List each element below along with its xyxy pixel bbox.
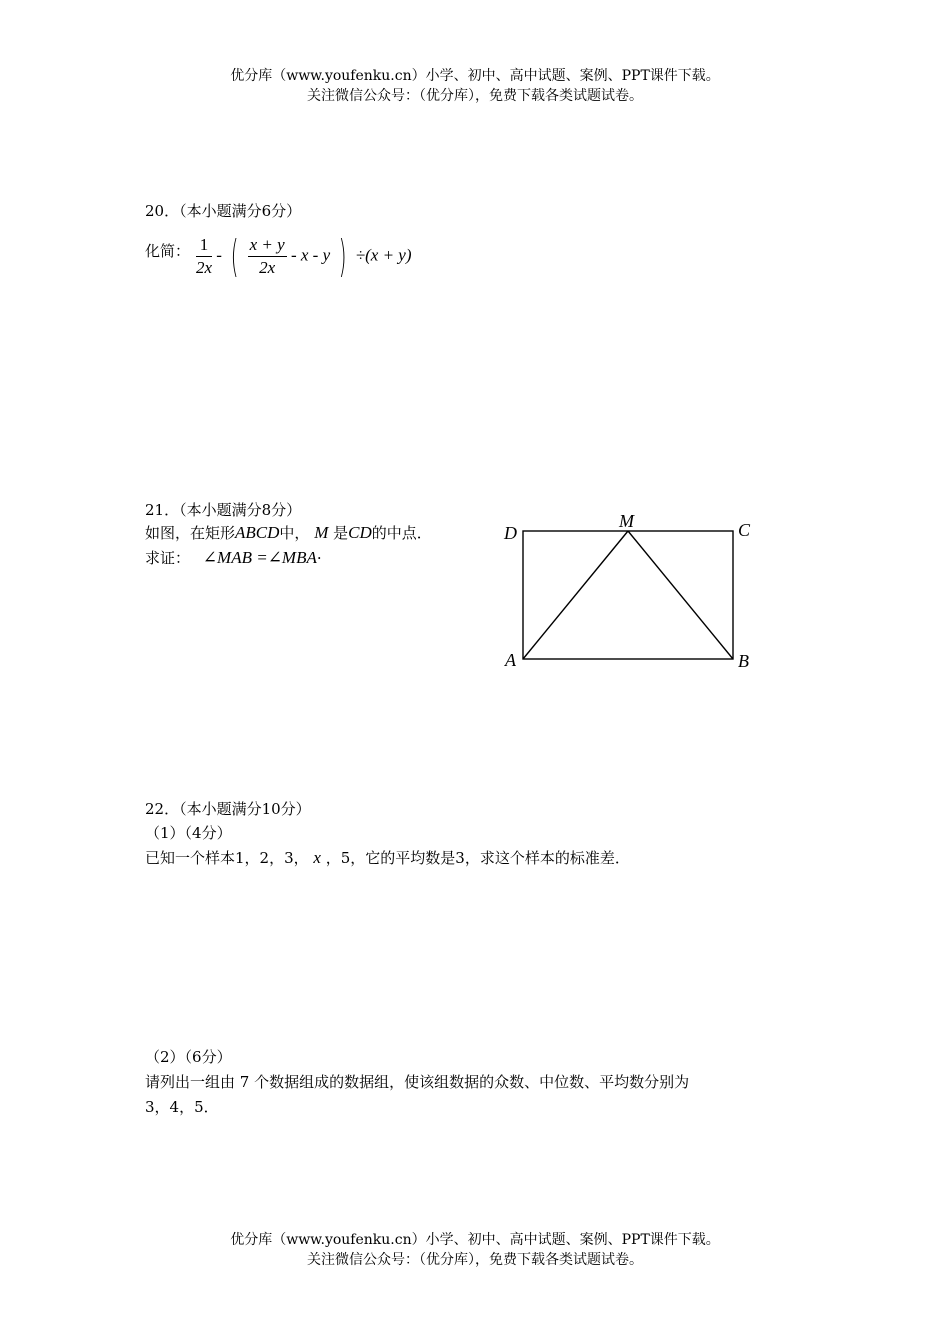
- q22-part2-label: （2）（6分）: [145, 1048, 232, 1066]
- q20-tail: ÷(x + y): [355, 245, 412, 265]
- q22-part1-pre: 已知一个样本1，2，3，: [145, 849, 309, 867]
- q21-line1-is: 是: [333, 524, 349, 542]
- q22-part2-line2: 3，4，5．: [145, 1098, 219, 1116]
- q22-part2-line1: 请列出一组由 7 个数据组成的数据组，使该组数据的众数、中位数、平均数分别为: [145, 1073, 690, 1091]
- segment-bm: [628, 531, 733, 659]
- q22-part1-text: [145, 848, 630, 868]
- q21-segment: CD: [348, 523, 372, 542]
- q20-frac2-numerator: x + y: [248, 234, 287, 257]
- right-paren: ): [339, 230, 347, 282]
- q20-prompt: 化简：: [145, 242, 191, 260]
- label-b: B: [738, 651, 749, 671]
- q21-angle-equation: ∠MAB =∠MBA: [202, 548, 317, 567]
- rectangle-abcd: [523, 531, 733, 659]
- q20-frac1-denominator: 2x: [196, 258, 213, 277]
- q20-frac2-denominator: 2x: [259, 258, 276, 277]
- q22-part1-post: ，5，它的平均数是3，求这个样本的标准差．: [325, 849, 630, 867]
- q21-line2: [145, 548, 322, 568]
- q21-line1-post: 的中点．: [371, 524, 432, 542]
- q21-line2-pre: 求证：: [145, 549, 191, 567]
- q21-rect-name: ABCD: [235, 523, 280, 542]
- label-m: M: [619, 511, 634, 531]
- page-footer: [0, 1230, 950, 1270]
- q20-fraction-1: [196, 234, 212, 279]
- q21-point-m: M: [314, 523, 329, 542]
- label-d: D: [504, 523, 517, 543]
- segment-am: [523, 531, 628, 659]
- q20-frac1-numerator: 1: [196, 234, 212, 257]
- page-header: [0, 66, 950, 106]
- header-line-1: 优分库（www.youfenku.cn）小学、初中、高中试题、案例、PPT课件下载。: [230, 68, 720, 84]
- q21-line1-pre: 如图，在矩形: [145, 524, 236, 542]
- rectangle-figure: [495, 505, 765, 680]
- q22-part1-var: x: [313, 848, 321, 867]
- q21-title: 21．（本小题满分8分）: [145, 501, 302, 519]
- q21-line2-post: ·: [316, 549, 322, 567]
- q21-line1-mid: 中，: [279, 524, 310, 542]
- q20-title: 20．（本小题满分6分）: [145, 202, 302, 220]
- q20-rest: - x - y: [290, 245, 331, 265]
- footer-line-1: 优分库（www.youfenku.cn）小学、初中、高中试题、案例、PPT课件下载。: [230, 1232, 720, 1248]
- q22-part1-label: （1）（4分）: [145, 824, 232, 842]
- q20-expression: [196, 230, 412, 282]
- footer-line-2: 关注微信公众号：（优分库），免费下载各类试题试卷。: [307, 1252, 643, 1268]
- label-c: C: [738, 520, 751, 540]
- q20-fraction-2: [248, 234, 287, 279]
- label-a: A: [505, 650, 516, 670]
- header-line-2: 关注微信公众号：（优分库），免费下载各类试题试卷。: [307, 88, 643, 104]
- q20-minus: -: [216, 245, 222, 265]
- left-paren: (: [230, 230, 239, 282]
- q22-title: 22．（本小题满分10分）: [145, 800, 311, 818]
- q21-line1: [145, 523, 432, 543]
